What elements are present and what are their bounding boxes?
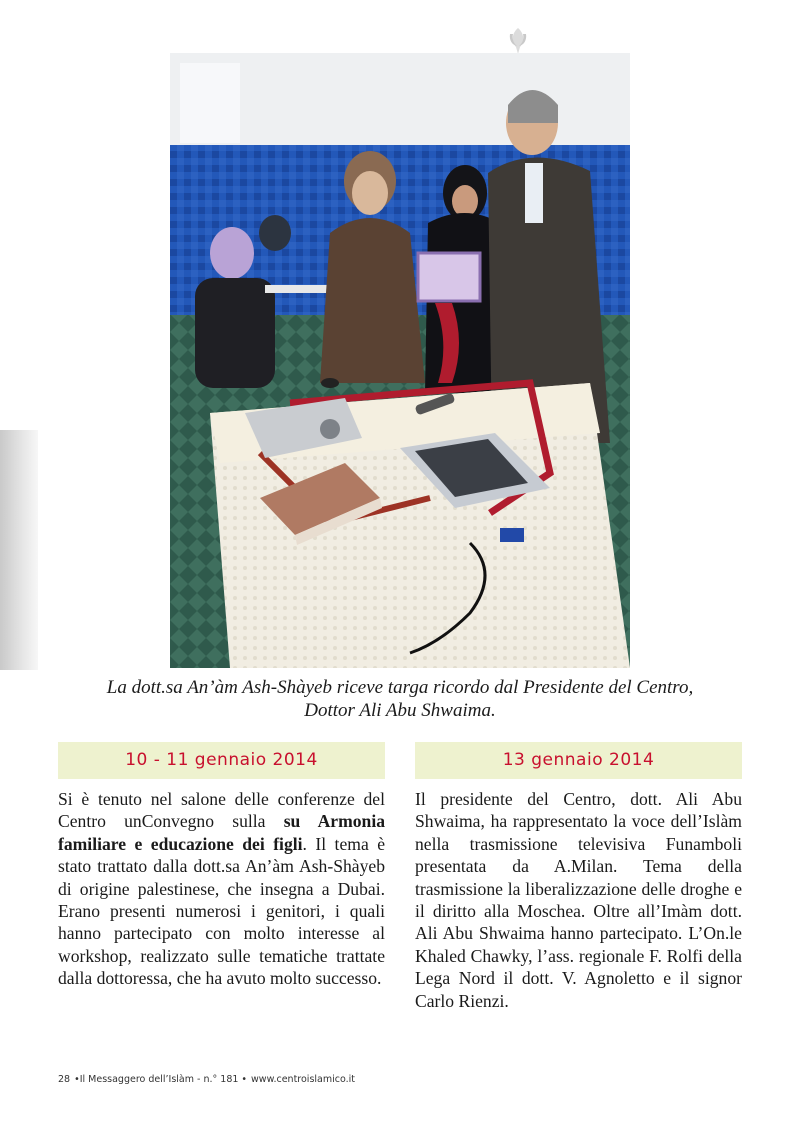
article-right (415, 742, 742, 1012)
page-footer (58, 1074, 359, 1085)
caption-line-1: La dott.sa An’àm Ash-Shàyeb riceve targa ricordo dal Presidente del Centro, (106, 677, 694, 698)
page-edge-shadow (0, 430, 38, 670)
article-left-text-2: . Il tema è stato trattato dalla dott.sa An’àm Ash-Shàyeb di origine palestinese, che insegna a Dubai. Erano presenti numerosi i genitori, i quali hanno partecipato con molto interesse al workshop, realizzato sulle tematiche trattate dalla dottoressa, che ha avuto molto successo. (58, 833, 385, 989)
article-left-body (58, 788, 385, 990)
caption-line-2: Dottor Ali Abu Shwaima. (304, 700, 496, 721)
article-left-topic: su Armonia familiare e educazione dei figli (58, 811, 385, 854)
website-link[interactable]: www.centroislamico.it (251, 1074, 356, 1085)
article-right-body: Il presidente del Centro, dott. Ali Abu Shwaima, ha rappresentato la voce dell’Islàm nella trasmissione televisiva Funamboli presentata da A.Milan. Tema della trasmissione la liberalizzazione delle droghe e il diritto alla Moschea. Oltre all’Imàm dott. Ali Abu Shwaima hanno partecipato. L’On.le Khaled Chawky, l’ass. regionale F. Rolfi della Lega Nord il dott. V. Agnoletto e il signor Carlo Rienzi. (415, 789, 742, 1011)
publication-name: •Il Messaggero dell’Islàm - n.° 181 • (74, 1074, 248, 1085)
event-photo (170, 53, 630, 668)
crescent-emblem-icon (506, 26, 530, 56)
page-number: 28 (58, 1074, 71, 1085)
article-right-date: 13 gennaio 2014 (415, 742, 742, 779)
article-left-text-1: Si è tenuto nel salone delle conferenze del Centro unConvegno sulla (58, 789, 385, 832)
article-left-date: 10 - 11 gennaio 2014 (58, 742, 385, 779)
photo-caption (60, 676, 740, 722)
article-left (58, 742, 385, 990)
